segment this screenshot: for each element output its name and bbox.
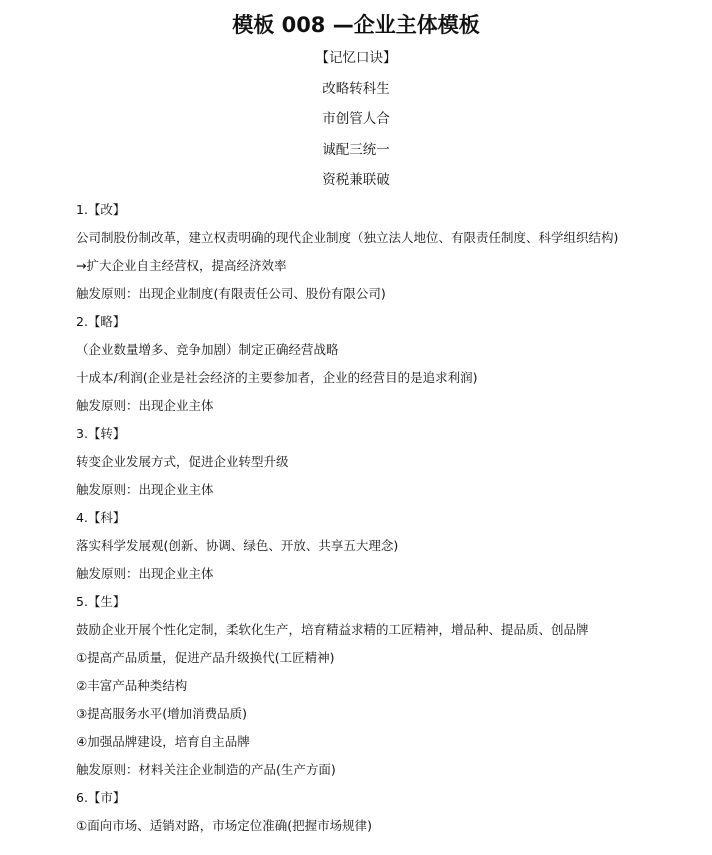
paragraph-line: ④加强品牌建设，培育自主品牌 <box>76 734 250 749</box>
paragraph-line: ③提高服务水平(增加消费品质) <box>76 706 247 721</box>
paragraph-line: 鼓励企业开展个性化定制，柔软化生产，培育精益求精的工匠精神，增品种、提品质、创品牌 <box>76 622 589 637</box>
paragraph-line: 十成本/利润(企业是社会经济的主要参加者，企业的经营目的是追求利润) <box>76 370 478 385</box>
paragraph-line: 公司制股份制改革，建立权责明确的现代企业制度（独立法人地位、有限责任制度、科学组织结构) <box>76 230 619 245</box>
section-heading: 6.【市】 <box>76 790 126 805</box>
mnemonic-line: 资税兼联破 <box>322 172 390 188</box>
section-heading: 3.【转】 <box>76 426 126 441</box>
paragraph-line: ②丰富产品种类结构 <box>76 678 188 693</box>
paragraph-line: （企业数量增多、竞争加剧）制定正确经营战略 <box>76 342 339 357</box>
section-heading: 4.【科】 <box>76 510 126 525</box>
paragraph-line: →扩大企业自主经营权，提高经济效率 <box>76 258 287 273</box>
mnemonic-line: 诚配三统一 <box>322 142 390 158</box>
section-heading: 1.【改】 <box>76 202 126 217</box>
paragraph-line: 触发原则：出现企业主体 <box>76 566 214 581</box>
paragraph-line: 触发原则：出现企业主体 <box>76 482 214 497</box>
paragraph-line: ①面向市场、适销对路，市场定位准确(把握市场规律) <box>76 818 372 833</box>
page-title: 模板 008 —企业主体模板 <box>232 13 480 37</box>
paragraph-line: 落实科学发展观(创新、协调、绿色、开放、共享五大理念) <box>76 538 399 553</box>
section-heading: 2.【略】 <box>76 314 126 329</box>
paragraph-line: ①提高产品质量，促进产品升级换代(工匠精神) <box>76 650 335 665</box>
paragraph-line: 转变企业发展方式，促进企业转型升级 <box>76 454 289 469</box>
paragraph-line: 触发原则：出现企业主体 <box>76 398 214 413</box>
document-body <box>76 200 618 844</box>
section-heading: 5.【生】 <box>76 594 126 609</box>
paragraph-line: 触发原则：出现企业制度(有限责任公司、股份有限公司) <box>76 286 386 301</box>
paragraph-line: 触发原则：材料关注企业制造的产品(生产方面) <box>76 762 336 777</box>
mnemonic-heading: 【记忆口诀】 <box>315 50 397 66</box>
mnemonic-line: 市创管人合 <box>322 111 390 127</box>
mnemonic-line: 改略转科生 <box>322 81 390 97</box>
